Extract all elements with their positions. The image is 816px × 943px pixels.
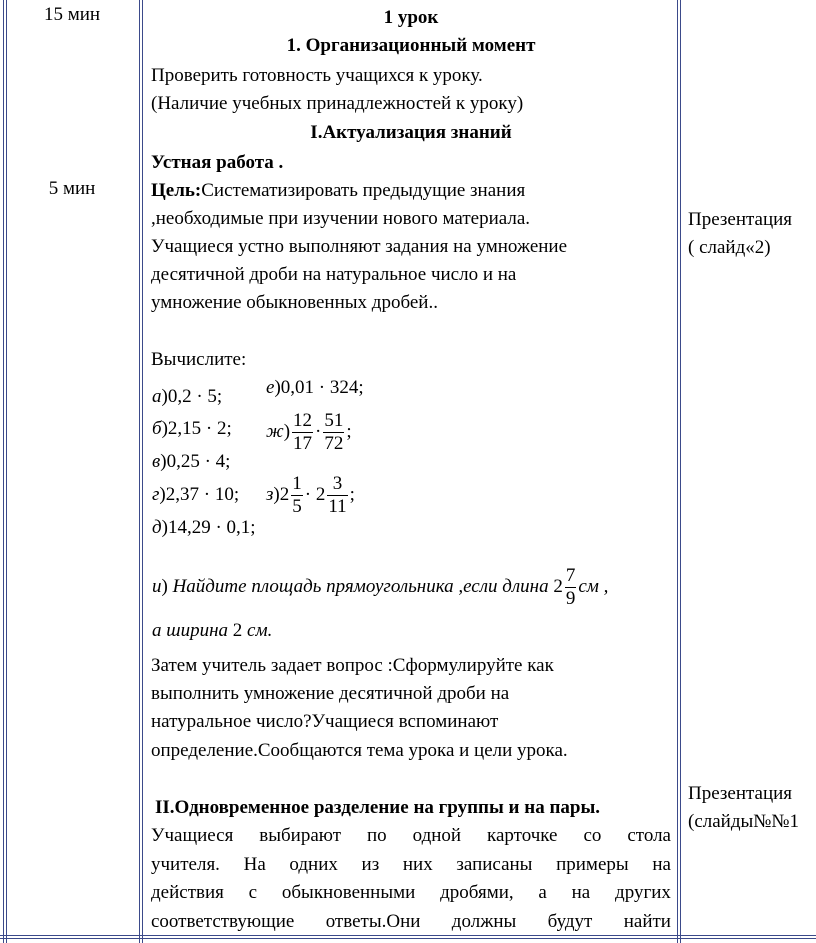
word: ответы.Они — [325, 911, 421, 932]
word: а — [538, 882, 547, 903]
goal-text: Систематизировать предыдущие знания — [201, 180, 526, 201]
paragraph-3-line-2: выполнить умножение десятичной дроби на — [151, 683, 510, 704]
task-e: е)0,01 · 324; — [266, 377, 364, 398]
note-1-line-1: Презентация — [688, 209, 793, 230]
paragraph-2-line-1: Учащиеся устно выполняют задания на умножение — [151, 236, 568, 257]
word: примеры — [556, 854, 629, 875]
note-2-line-1: Презентация — [688, 783, 793, 804]
word: на — [652, 854, 671, 875]
time-cell-2: 5 мин — [48, 178, 96, 199]
fraction: $\frac{3}{11}$ — [328, 473, 347, 517]
word: стола — [627, 825, 671, 846]
task-i-line-2: а ширина 2 см. — [152, 620, 273, 641]
fraction: $\frac{1}{5}$ — [292, 473, 302, 517]
word: с — [248, 882, 258, 903]
paragraph-1-line-2: (Наличие учебных принадлежностей к уроку) — [151, 93, 524, 114]
paragraph-4-line-2 — [151, 851, 671, 879]
word: будут — [547, 911, 593, 932]
paragraph-3-line-1: Затем учитель задает вопрос :Сформулируйте как — [151, 655, 554, 676]
paragraph-3-line-4: определение.Сообщаются тема урока и цели урока. — [151, 740, 568, 761]
word: Учащиеся — [151, 825, 234, 846]
word: дробями, — [440, 882, 514, 903]
task-i-text: Найдите площадь прямоугольника ,если длина — [172, 575, 549, 597]
oral-work-heading: Устная работа . — [151, 152, 284, 173]
task-b: б)2,15 · 2; — [152, 418, 232, 439]
word: на — [571, 882, 591, 903]
table-divider-1 — [139, 0, 143, 943]
note-1-line-2: ( слайд«2) — [688, 237, 771, 258]
time-cell-1: 15 мин — [43, 4, 101, 25]
word: из — [361, 854, 380, 875]
table-divider-2 — [677, 0, 681, 943]
section-actualization: I.Актуализация знаний — [310, 122, 512, 143]
task-z: з)2 $\frac{1}{5}$ · 2 $\frac{3}{11}$ ; — [266, 473, 355, 517]
word: одной — [412, 825, 462, 846]
fraction: $\frac{12}{17}$ — [293, 410, 313, 454]
paragraph-2-line-3: умножение обыкновенных дробей.. — [151, 292, 438, 313]
task-g: г)2,37 · 10; — [152, 484, 240, 505]
goal-line-2: ,необходимые при изучении нового материала. — [151, 208, 531, 229]
paragraph-3-line-3: натуральное число?Учащиеся вспоминают — [151, 711, 499, 732]
word: выбирают — [259, 825, 342, 846]
word: действия — [151, 882, 224, 903]
note-presentation-1 — [688, 206, 792, 262]
section-org-moment: 1. Организационный момент — [286, 35, 536, 56]
compute-label: Вычислите: — [151, 349, 247, 370]
paragraph-2-line-2: десятичной дроби на натуральное число и на — [151, 264, 517, 285]
fraction: $\frac{7}{9}$ — [565, 565, 576, 609]
fraction: $\frac{51}{72}$ — [324, 410, 344, 454]
word: со — [583, 825, 602, 846]
paragraph-1-line-1: Проверить готовность учащихся к уроку. — [151, 65, 483, 86]
word: них — [402, 854, 433, 875]
word: по — [367, 825, 387, 846]
task-zh: ж) $\frac{12}{17}$ · $\frac{51}{72}$ ; — [266, 410, 352, 454]
paragraph-4-line-4 — [151, 908, 671, 936]
table-border-left — [3, 0, 7, 943]
note-presentation-2 — [688, 780, 799, 836]
word: найти — [623, 911, 671, 932]
word: должны — [451, 911, 517, 932]
paragraph-4-line-3 — [151, 879, 671, 907]
task-a: а)0,2 · 5; — [152, 386, 223, 407]
lesson-heading: 1 урок — [383, 7, 439, 28]
word: одних — [289, 854, 338, 875]
word: обыкновенными — [281, 882, 416, 903]
section-groups: II.Одновременное разделение на группы и на пары. — [155, 797, 601, 818]
word: На — [243, 854, 266, 875]
word: записаны — [456, 854, 533, 875]
task-i: и) Найдите площадь прямоугольника ,если длина 2 $\frac{7}{9}$ см , — [152, 565, 609, 609]
task-v: в)0,25 · 4; — [152, 451, 231, 472]
goal-line — [151, 177, 525, 205]
word: учителя. — [151, 854, 220, 875]
word: других — [615, 882, 671, 903]
word: карточке — [487, 825, 558, 846]
word: соответствующие — [151, 911, 295, 932]
task-d: д)14,29 · 0,1; — [152, 517, 256, 538]
note-2-line-2: (слайды№№1 — [688, 811, 800, 832]
goal-label: Цель: — [151, 180, 202, 201]
paragraph-4-line-1 — [151, 822, 671, 850]
